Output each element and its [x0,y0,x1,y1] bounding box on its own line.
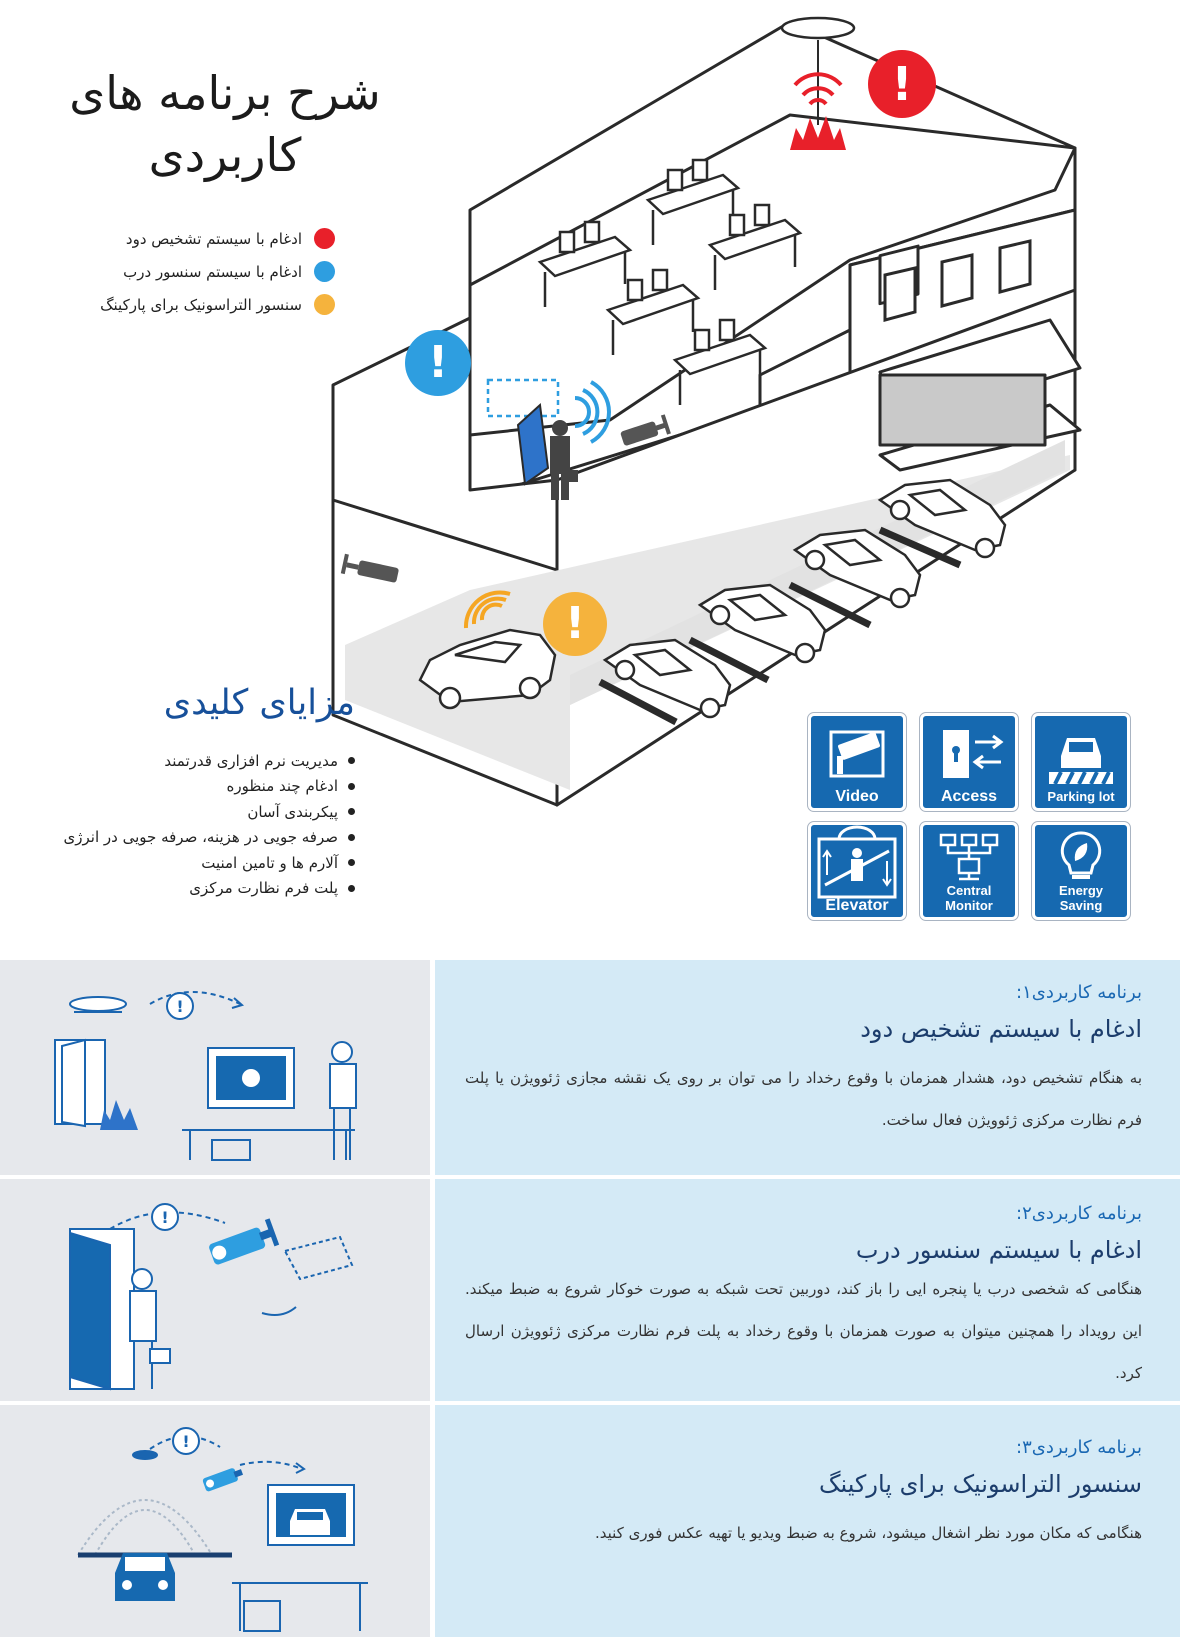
list-item [25,825,355,851]
tile-parking-lot [1032,713,1130,811]
legend-item-parking [60,288,335,321]
smoke-scene-icon [0,960,430,1175]
page-title [60,62,390,186]
tile-label [1035,883,1127,913]
use-case-3 [0,1405,1180,1637]
bullet-icon [348,859,355,866]
list-item-text: مدیریت نرم افزاری قدرتمند [164,751,338,770]
use-case-1 [0,960,1180,1175]
legend-item-smoke [60,222,335,255]
use-case-description: به هنگام تشخیص دود، هشدار همزمان با وقوع رخداد را می توان بر روی یک نقشه مجازی ژئوویژن یا پلت فرم نظارت مرکزی ژئوویژن فعال ساخت. [465,1069,1142,1129]
orange-dot-icon [314,294,335,315]
bullet-icon [348,885,355,892]
use-case-kicker: برنامه کاربردی۱: [1016,982,1142,1003]
parking-scene-icon [0,1405,430,1637]
list-item-text: پلت فرم نظارت مرکزی [189,879,338,898]
use-case-heading: سنسور التراسونیک برای پارکینگ [818,1470,1142,1498]
tile-label: Parking lot [1047,789,1115,804]
smoke-illustration [0,960,430,1175]
svg-text:!: ! [176,997,184,1016]
bullet-icon [348,783,355,790]
list-item-text: صرفه جویی در هزینه، صرفه جویی در انرژی [63,828,338,847]
list-item [25,850,355,876]
use-case-description: هنگامی که شخصی درب یا پنجره ایی را باز کند، دوربین تحت شبکه به صورت خوکار شروع به ضبط میکند. این رویداد را همچنین میتوان به صورت همزمان با وقوع رخداد به پلت فرم نظارت مرکزی ژئوویژن ارسال کرد. [465,1280,1142,1382]
svg-text:!: ! [161,1208,169,1227]
tile-label [923,883,1015,913]
red-dot-icon [314,228,335,249]
list-item-text: آلارم ها و تامین امنیت [201,853,338,872]
tile-energy-saving [1032,822,1130,920]
use-case-text [435,1179,1180,1401]
parking-illustration [0,1405,430,1637]
blue-dot-icon [314,261,335,282]
tile-label-line: Monitor [945,898,993,913]
legend-label: ادغام با سیستم سنسور درب [123,262,302,281]
tile-elevator [808,822,906,920]
list-item-text: ادغام چند منظوره [226,777,338,796]
list-item [25,774,355,800]
legend-label: ادغام با سیستم تشخیص دود [125,229,302,248]
door-illustration [0,1179,430,1401]
tile-access [920,713,1018,811]
use-case-2 [0,1179,1180,1401]
benefits-title: مزایای کلیدی [163,683,355,723]
use-case-description: هنگامی که مکان مورد نظر اشغال میشود، شروع به ضبط ویدیو یا تهیه عکس فوری کنید. [594,1524,1142,1542]
smoke-alert-icon: ! [868,50,936,118]
tile-label-line: Energy [1058,883,1104,898]
use-case-text [435,960,1180,1175]
use-case-text [435,1405,1180,1637]
use-case-heading: ادغام با سیستم سنسور درب [855,1236,1142,1264]
bullet-icon [348,808,355,815]
door-alert-icon: ! [405,330,471,396]
tile-video [808,713,906,811]
tile-label: Video [835,788,879,805]
use-case-kicker: برنامه کاربردی۲: [1016,1203,1142,1224]
tile-label-line: Central [946,883,992,898]
list-item [25,748,355,774]
tile-label: Elevator [825,897,889,914]
parking-alert-icon: ! [543,592,607,656]
title-line-2: کاربردی [148,128,302,182]
tile-label-line: Saving [1059,898,1103,913]
legend-label: سنسور التراسونیک برای پارکینگ [100,295,302,314]
svg-text:!: ! [182,1432,190,1451]
use-case-kicker: برنامه کاربردی۳: [1016,1437,1142,1458]
tile-label: Access [940,788,998,805]
legend [60,222,335,321]
list-item [25,876,355,902]
use-case-heading: ادغام با سیستم تشخیص دود [860,1015,1142,1043]
list-item [25,799,355,825]
door-scene-icon [0,1179,430,1401]
bullet-icon [348,834,355,841]
title-line-1: شرح برنامه های [69,66,381,120]
legend-item-door [60,255,335,288]
benefits-list [25,748,355,901]
list-item-text: پیکربندی آسان [247,802,338,821]
tile-central-monitor [920,822,1018,920]
bullet-icon [348,757,355,764]
